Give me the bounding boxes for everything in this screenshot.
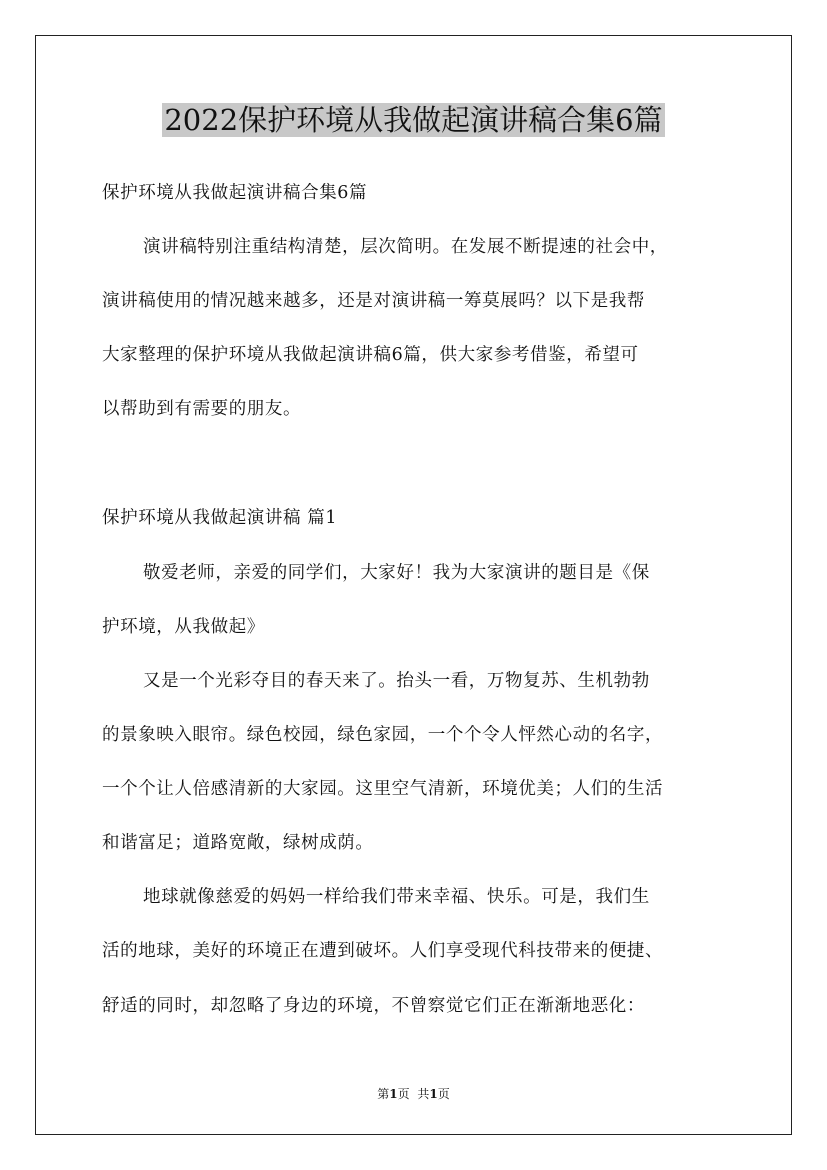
section-heading: 保护环境从我做起演讲稿 篇1: [102, 508, 338, 528]
document-title-text: 2022保护环境从我做起演讲稿合集6篇: [164, 103, 663, 137]
total-label-suffix: 页: [437, 1087, 450, 1101]
paragraph-line: 的景象映入眼帘。绿色校园，绿色家园，一个个令人怦然心动的名字，: [102, 725, 664, 745]
paragraph-line: 舒适的同时，却忽略了身边的环境，不曾察觉它们正在渐渐地恶化：: [102, 996, 645, 1016]
page-label-suffix: 页: [397, 1087, 410, 1101]
paragraph-line: 敬爱老师，亲爱的同学们，大家好！我为大家演讲的题目是《保: [143, 563, 650, 583]
paragraph-line: 护环境，从我做起》: [102, 617, 265, 637]
paragraph-line: 和谐富足；道路宽敞，绿树成荫。: [102, 833, 374, 853]
intro-line: 演讲稿使用的情况越来越多，还是对演讲稿一筹莫展吗？以下是我帮: [102, 291, 645, 311]
paragraph-line: 活的地球，美好的环境正在遭到破坏。人们享受现代科技带来的便捷、: [102, 941, 664, 961]
document-title: [0, 100, 827, 140]
page-label-prefix: 第: [377, 1087, 390, 1101]
paragraph-line: 地球就像慈爱的妈妈一样给我们带来幸福、快乐。可是，我们生: [143, 887, 650, 907]
total-pages: 1: [429, 1087, 438, 1101]
page-footer: [0, 1085, 827, 1102]
intro-line: 演讲稿特别注重结构清楚，层次简明。在发展不断提速的社会中，: [143, 237, 668, 257]
document-subtitle: 保护环境从我做起演讲稿合集6篇: [102, 183, 368, 203]
paragraph-line: 一个个让人倍感清新的大家园。这里空气清新，环境优美；人们的生活: [102, 779, 664, 799]
total-label-prefix: 共: [417, 1087, 430, 1101]
intro-line: 大家整理的保护环境从我做起演讲稿6篇，供大家参考借鉴，希望可: [102, 345, 639, 365]
paragraph-line: 又是一个光彩夺目的春天来了。抬头一看，万物复苏、生机勃勃: [143, 671, 650, 691]
intro-line: 以帮助到有需要的朋友。: [102, 399, 302, 419]
page-number: 1: [389, 1087, 398, 1101]
